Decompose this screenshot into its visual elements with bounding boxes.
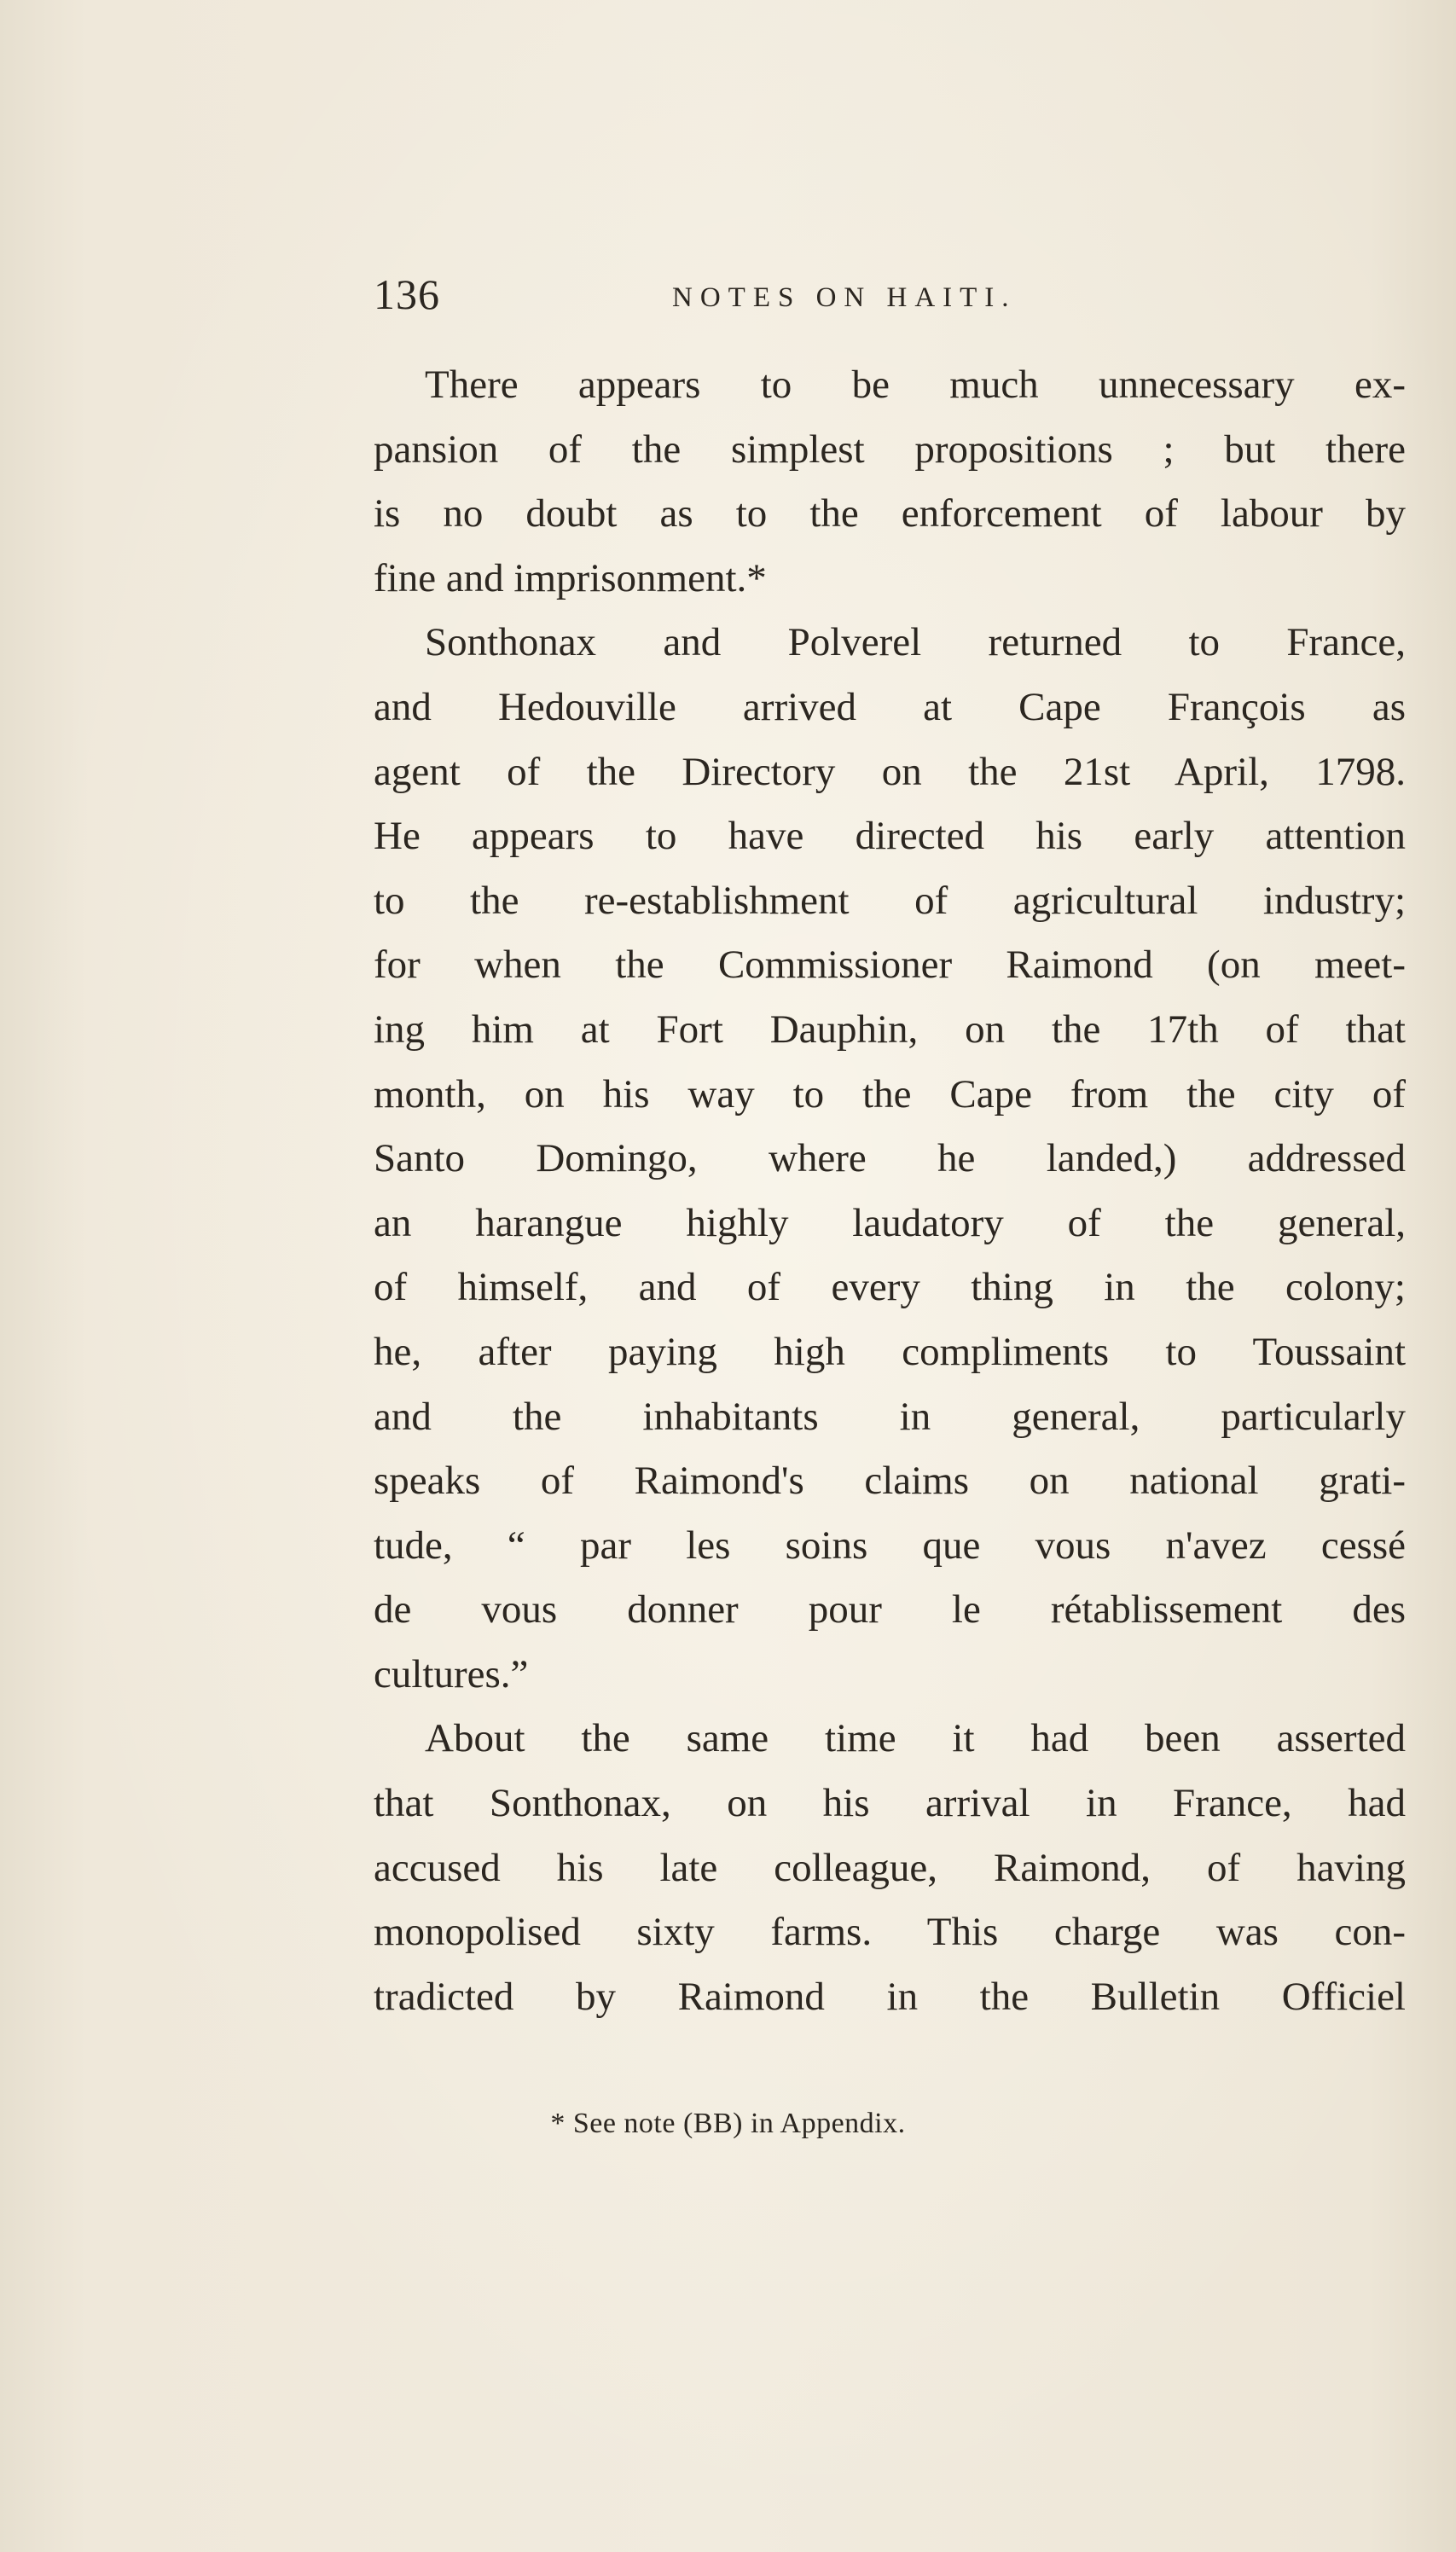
text-line: agent of the Directory on the 21st April, 1798. [374, 749, 1406, 794]
text-line: and the inhabitants in general, particularly [374, 1394, 1406, 1439]
text-line: Santo Domingo, where he landed,) addressed [374, 1136, 1406, 1181]
text-line: an harangue highly laudatory of the general, [374, 1200, 1406, 1245]
text-line: pansion of the simplest propositions ; but there [374, 426, 1406, 472]
text-line: cultures.” [374, 1651, 529, 1696]
text-line: to the re-establishment of agricultural industry; [374, 878, 1406, 923]
footnote: * See note (BB) in Appendix. [550, 2108, 906, 2139]
text-line: He appears to have directed his early attention [374, 814, 1406, 859]
text-line: tradicted by Raimond in the Bulletin Officiel [374, 1974, 1406, 2019]
text-line: speaks of Raimond's claims on national grati- [374, 1459, 1406, 1504]
text-line: fine and imprisonment.* [374, 555, 767, 600]
text-line: About the same time it had been asserted [425, 1716, 1406, 1761]
text-line: de vous donner pour le rétablissement des [374, 1587, 1406, 1633]
text-line: month, on his way to the Cape from the city of [374, 1071, 1406, 1116]
text-line: accused his late colleague, Raimond, of having [374, 1845, 1406, 1890]
text-line: he, after paying high compliments to Toussaint [374, 1329, 1406, 1374]
text-line: There appears to be much unnecessary ex- [425, 362, 1406, 407]
text-line: ing him at Fort Dauphin, on the 17th of that [374, 1006, 1406, 1052]
text-line: and Hedouville arrived at Cape François as [374, 684, 1406, 729]
text-line: of himself, and of every thing in the colony; [374, 1265, 1406, 1310]
page-header [374, 269, 1406, 320]
page-number: 136 [374, 270, 440, 318]
text-line: tude, “ par les soins que vous n'avez cessé [374, 1522, 1406, 1568]
text-line: for when the Commissioner Raimond (on meet- [374, 942, 1406, 988]
text-line: monopolised sixty farms. This charge was con- [374, 1910, 1406, 1955]
text-line: is no doubt as to the enforcement of labour by [374, 491, 1406, 536]
running-head: NOTES ON HAITI. [672, 282, 1017, 313]
text-line: that Sonthonax, on his arrival in France, had [374, 1781, 1406, 1826]
body-text [374, 353, 1406, 2029]
text-line: Sonthonax and Polverel returned to France, [425, 620, 1406, 665]
